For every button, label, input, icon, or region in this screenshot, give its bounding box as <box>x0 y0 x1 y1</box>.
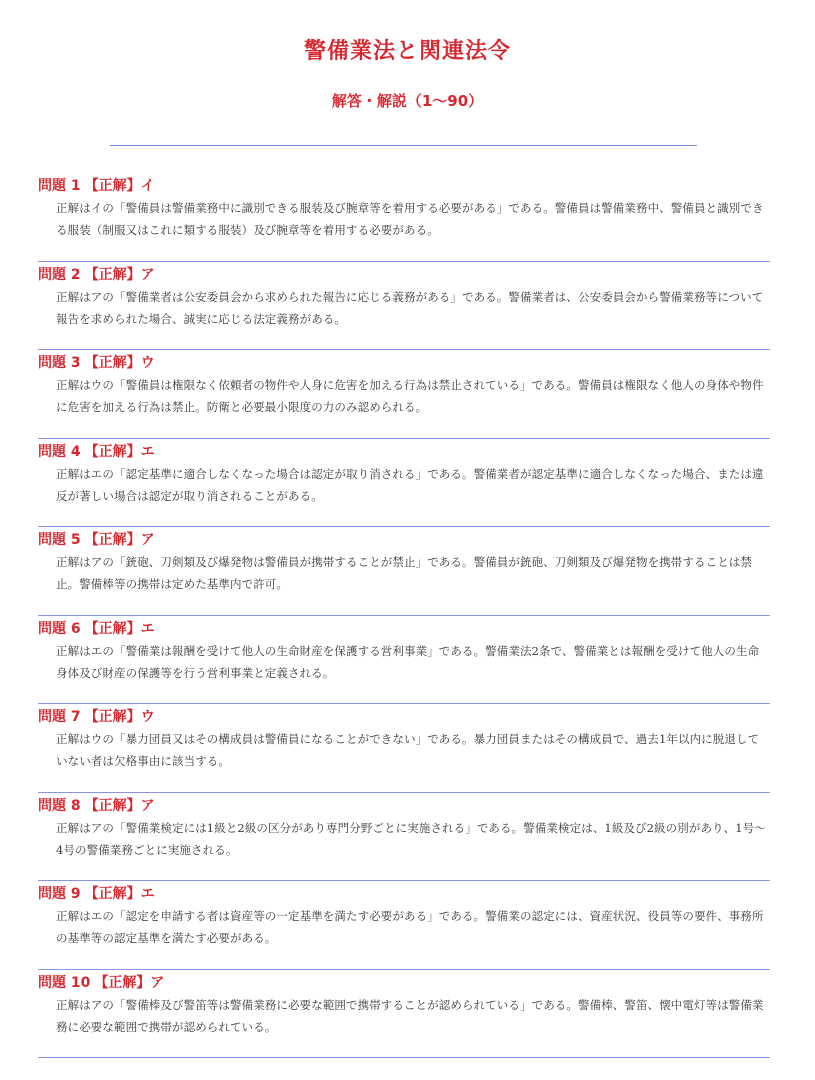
question-heading <box>38 266 770 286</box>
question-heading <box>38 797 770 817</box>
question-heading <box>38 531 770 551</box>
correct-answer-tag: 【正解】エ <box>84 886 155 902</box>
correct-answer-tag: 【正解】エ <box>84 620 155 637</box>
explanation-text: 正解はエの「認定基準に適合しなくなった場合は認定が取り消される」である。警備業者が認定基準に適合しなくなった場合、または違反が著しい場合は認定が取り消されることがある。 <box>56 466 764 503</box>
item-divider <box>38 880 770 881</box>
correct-answer-tag: 【正解】ア <box>84 532 155 548</box>
question-number: 問題 6 <box>38 620 81 637</box>
answer-item <box>38 266 770 355</box>
item-divider <box>38 969 770 970</box>
item-divider <box>38 792 770 793</box>
question-heading <box>38 885 770 905</box>
title-divider <box>110 145 697 146</box>
question-number: 問題 10 <box>38 974 91 991</box>
answer-item <box>38 354 770 443</box>
explanation-text: 正解はウの「暴力団員又はその構成員は警備員になることができない」である。暴力団員またはその構成員で、過去1年以内に脱退していない者は欠格事由に該当する。 <box>56 732 760 768</box>
answer-item <box>38 797 770 886</box>
correct-answer-tag: 【正解】ウ <box>84 355 155 371</box>
item-divider <box>38 1057 770 1058</box>
explanation-text: 正解はエの「警備業は報酬を受けて他人の生命財産を保護する営利事業」である。警備業法2条で、警備業とは報酬を受けて他人の生命身体及び財産の保護等を行う営利事業と定義される。 <box>56 643 760 680</box>
explanation-text: 正解はアの「銃砲、刀剣類及び爆発物は警備員が携帯することが禁止」である。警備員が銃砲、刀剣類及び爆発物を携帯することは禁止。警備棒等の携帯は定めた基準内で許可。 <box>56 555 752 591</box>
answer-item <box>38 443 770 532</box>
question-heading <box>38 974 770 994</box>
item-divider <box>38 438 770 439</box>
correct-answer-tag: 【正解】エ <box>84 443 155 460</box>
question-number: 問題 4 <box>38 443 81 460</box>
question-number: 問題 7 <box>38 709 81 725</box>
question-heading <box>38 354 770 374</box>
page-title: 警備業法と関連法令 <box>303 39 511 64</box>
question-number: 問題 8 <box>38 797 81 814</box>
item-divider <box>38 261 770 262</box>
explanation-text: 正解はイの「警備員は警備業務中に識別できる服装及び腕章等を着用する必要がある」である。警備員は警備業務中、警備員と識別できる服装（制服又はこれに類する服装）及び腕章等を着用する必要がある。 <box>56 201 764 237</box>
question-heading <box>38 443 770 463</box>
item-divider <box>38 615 770 616</box>
question-number: 問題 1 <box>38 178 81 194</box>
explanation-text: 正解はアの「警備業検定には1級と2級の区分があり専門分野ごとに実施される」である。警備業検定は、1級及び2級の別があり、1号〜4号の警備業務ごとに実施される。 <box>56 820 766 857</box>
item-divider <box>38 703 770 704</box>
answer-item <box>38 531 770 620</box>
page-subtitle: 解答・解説（1〜90） <box>331 92 484 110</box>
answer-item <box>38 885 770 974</box>
answer-item <box>38 708 770 797</box>
question-number: 問題 9 <box>38 886 81 902</box>
question-heading <box>38 620 770 640</box>
question-heading <box>38 177 770 197</box>
question-heading <box>38 708 770 728</box>
explanation-text: 正解はアの「警備棒及び警笛等は警備業務に必要な範囲で携帯することが認められている」である。警備棒、警笛、懐中電灯等は警備業務に必要な範囲で携帯が認められている。 <box>56 997 764 1034</box>
correct-answer-tag: 【正解】ア <box>94 974 165 991</box>
correct-answer-tag: 【正解】ウ <box>84 709 155 725</box>
correct-answer-tag: 【正解】ア <box>84 266 155 283</box>
item-divider <box>38 349 770 350</box>
explanation-text: 正解はウの「警備員は権限なく依頼者の物件や人身に危害を加える行為は禁止されている」である。警備員は権限なく他人の身体や物件に危害を加える行為は禁止。防衛と必要最小限度の力のみ認められる。 <box>56 378 764 414</box>
correct-answer-tag: 【正解】イ <box>84 178 155 194</box>
answer-list <box>38 177 770 1062</box>
explanation-text: 正解はエの「認定を申請する者は資産等の一定基準を満たす必要がある」である。警備業の認定には、資産状況、役員等の要件、事務所の基準等の認定基準を満たす必要がある。 <box>56 909 764 945</box>
answer-item <box>38 620 770 709</box>
item-divider <box>38 526 770 527</box>
answer-item <box>38 974 770 1063</box>
question-number: 問題 5 <box>38 532 81 548</box>
question-number: 問題 2 <box>38 266 81 283</box>
answer-item <box>38 177 770 266</box>
question-number: 問題 3 <box>38 355 81 371</box>
explanation-text: 正解はアの「警備業者は公安委員会から求められた報告に応じる義務がある」である。警備業者は、公安委員会から警備業務等について報告を求められた場合、誠実に応じる法定義務がある。 <box>56 289 764 326</box>
correct-answer-tag: 【正解】ア <box>84 797 155 814</box>
